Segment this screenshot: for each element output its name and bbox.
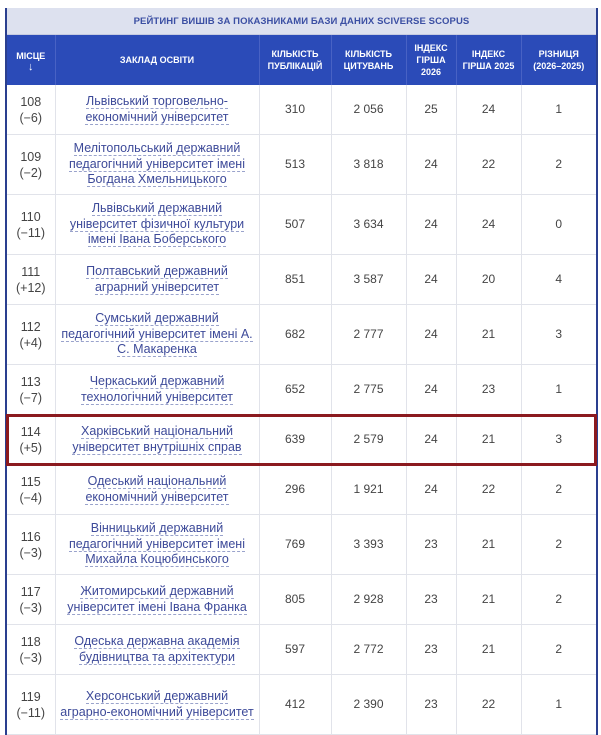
citations-cell: 2 579 <box>331 415 406 465</box>
table-row <box>7 465 596 515</box>
citations-cell: 2 772 <box>331 625 406 675</box>
table-row <box>7 675 596 735</box>
place-change: (−2) <box>19 165 43 180</box>
institution-cell <box>55 135 259 195</box>
header-citations[interactable]: КІЛЬКІСТЬ ЦИТУВАНЬ <box>331 35 406 85</box>
h-index-2025-cell: 20 <box>456 255 521 305</box>
institution-link[interactable]: Одеська державна академія будівництва та архітектури <box>74 634 240 664</box>
citations-cell: 3 393 <box>331 515 406 575</box>
place-change: (+5) <box>19 440 43 455</box>
place-cell <box>7 625 55 675</box>
institution-cell <box>55 675 259 735</box>
place-change: (−11) <box>16 225 46 240</box>
h-index-2026-cell: 25 <box>406 85 456 135</box>
h-index-2025-cell: 21 <box>456 305 521 365</box>
difference-cell: 2 <box>521 135 596 195</box>
place-change: (−3) <box>19 545 43 560</box>
place-change: (−3) <box>19 600 43 615</box>
difference-cell: 1 <box>521 675 596 735</box>
table-row <box>7 195 596 255</box>
place-change: (+12) <box>15 280 46 295</box>
institution-link[interactable]: Львівський торговельно-економічний університет <box>85 94 229 124</box>
table-row <box>7 85 596 135</box>
header-publications[interactable]: КІЛЬКІСТЬ ПУБЛІКАЦІЙ <box>259 35 331 85</box>
place-change: (−3) <box>19 650 43 665</box>
header-place[interactable] <box>7 35 55 85</box>
citations-cell: 3 818 <box>331 135 406 195</box>
place-number: 117 <box>20 584 41 599</box>
publications-cell: 507 <box>259 195 331 255</box>
place-number: 113 <box>20 374 41 389</box>
institution-link[interactable]: Сумський державний педагогічний університет імені А. С. Макаренка <box>61 311 253 357</box>
place-number: 115 <box>20 474 41 489</box>
difference-cell: 3 <box>521 305 596 365</box>
table-row-highlighted <box>7 415 596 465</box>
h-index-2026-cell: 24 <box>406 255 456 305</box>
institution-cell <box>55 465 259 515</box>
difference-cell: 1 <box>521 85 596 135</box>
institution-link[interactable]: Житомирський державний університет імені Івана Франка <box>67 584 247 614</box>
place-cell <box>7 415 55 465</box>
citations-cell: 2 777 <box>331 305 406 365</box>
h-index-2025-cell: 21 <box>456 575 521 625</box>
place-cell <box>7 255 55 305</box>
place-cell <box>7 515 55 575</box>
table-row <box>7 255 596 305</box>
header-h-index-2025[interactable]: ІНДЕКС ГІРША 2025 <box>456 35 521 85</box>
table-row <box>7 135 596 195</box>
publications-cell: 412 <box>259 675 331 735</box>
h-index-2026-cell: 24 <box>406 365 456 415</box>
ranking-table-container <box>5 8 598 735</box>
institution-cell <box>55 515 259 575</box>
institution-link[interactable]: Херсонський державний аграрно-економічний університет <box>60 689 254 719</box>
ranking-table <box>7 35 596 735</box>
difference-cell: 2 <box>521 515 596 575</box>
h-index-2026-cell: 24 <box>406 415 456 465</box>
place-cell <box>7 575 55 625</box>
place-number: 116 <box>20 529 41 544</box>
institution-cell <box>55 625 259 675</box>
place-cell <box>7 465 55 515</box>
h-index-2026-cell: 23 <box>406 625 456 675</box>
difference-cell: 2 <box>521 465 596 515</box>
publications-cell: 769 <box>259 515 331 575</box>
citations-cell: 3 587 <box>331 255 406 305</box>
h-index-2026-cell: 24 <box>406 195 456 255</box>
difference-cell: 2 <box>521 625 596 675</box>
citations-cell: 2 775 <box>331 365 406 415</box>
place-number: 118 <box>20 634 41 649</box>
place-cell <box>7 135 55 195</box>
institution-cell <box>55 195 259 255</box>
institution-cell <box>55 85 259 135</box>
place-change: (+4) <box>19 335 43 350</box>
publications-cell: 851 <box>259 255 331 305</box>
publications-cell: 597 <box>259 625 331 675</box>
citations-cell: 2 056 <box>331 85 406 135</box>
sort-down-arrow-icon[interactable]: ↓ <box>28 60 34 73</box>
publications-cell: 682 <box>259 305 331 365</box>
difference-cell: 1 <box>521 365 596 415</box>
place-number: 108 <box>20 94 42 109</box>
header-h-index-2026[interactable]: ІНДЕКС ГІРША 2026 <box>406 35 456 85</box>
publications-cell: 513 <box>259 135 331 195</box>
place-number: 119 <box>20 689 41 704</box>
publications-cell: 639 <box>259 415 331 465</box>
place-cell <box>7 85 55 135</box>
institution-link[interactable]: Харківський національний університет внутрішніх справ <box>72 424 242 454</box>
place-cell <box>7 365 55 415</box>
institution-cell <box>55 305 259 365</box>
h-index-2025-cell: 24 <box>456 195 521 255</box>
publications-cell: 652 <box>259 365 331 415</box>
h-index-2026-cell: 24 <box>406 135 456 195</box>
citations-cell: 2 390 <box>331 675 406 735</box>
h-index-2025-cell: 21 <box>456 625 521 675</box>
institution-link[interactable]: Черкаський державний технологічний університет <box>80 374 234 404</box>
difference-cell: 3 <box>521 415 596 465</box>
difference-cell: 0 <box>521 195 596 255</box>
h-index-2026-cell: 23 <box>406 515 456 575</box>
citations-cell: 1 921 <box>331 465 406 515</box>
table-row <box>7 575 596 625</box>
h-index-2025-cell: 23 <box>456 365 521 415</box>
place-cell <box>7 305 55 365</box>
institution-link[interactable]: Полтавський державний аграрний університет <box>86 264 228 294</box>
institution-cell <box>55 415 259 465</box>
h-index-2025-cell: 21 <box>456 415 521 465</box>
table-row <box>7 625 596 675</box>
institution-link[interactable]: Вінницький державний педагогічний університет імені Михайла Коцюбинського <box>68 521 245 567</box>
table-row <box>7 365 596 415</box>
citations-cell: 2 928 <box>331 575 406 625</box>
table-row <box>7 305 596 365</box>
publications-cell: 310 <box>259 85 331 135</box>
header-row <box>7 35 596 85</box>
place-number: 109 <box>20 149 42 164</box>
table-row <box>7 515 596 575</box>
publications-cell: 296 <box>259 465 331 515</box>
place-cell <box>7 675 55 735</box>
h-index-2025-cell: 22 <box>456 675 521 735</box>
publications-cell: 805 <box>259 575 331 625</box>
place-cell <box>7 195 55 255</box>
place-number: 111 <box>21 264 41 279</box>
place-number: 114 <box>20 424 41 439</box>
h-index-2025-cell: 24 <box>456 85 521 135</box>
institution-link[interactable]: Львівський державний університет фізичної культури імені Івана Боберського <box>69 201 245 247</box>
difference-cell: 2 <box>521 575 596 625</box>
institution-link[interactable]: Мелітопольський державний педагогічний університет імені Богдана Хмельницького <box>68 141 245 187</box>
header-difference[interactable]: РІЗНИЦЯ (2026–2025) <box>521 35 596 85</box>
institution-cell <box>55 255 259 305</box>
h-index-2026-cell: 23 <box>406 675 456 735</box>
institution-cell <box>55 365 259 415</box>
place-change: (−6) <box>19 110 43 125</box>
h-index-2025-cell: 21 <box>456 515 521 575</box>
institution-link[interactable]: Одеський національний економічний університет <box>85 474 229 504</box>
place-number: 112 <box>20 319 41 334</box>
header-institution[interactable]: ЗАКЛАД ОСВІТИ <box>55 35 259 85</box>
place-change: (−4) <box>19 490 43 505</box>
h-index-2026-cell: 24 <box>406 305 456 365</box>
difference-cell: 4 <box>521 255 596 305</box>
h-index-2025-cell: 22 <box>456 465 521 515</box>
header-place-label: МІСЦЕ <box>16 50 46 61</box>
table-title: РЕЙТИНГ ВИШІВ ЗА ПОКАЗНИКАМИ БАЗИ ДАНИХ SCIVERSE SCOPUS <box>7 8 596 35</box>
place-number: 110 <box>20 209 41 224</box>
h-index-2026-cell: 24 <box>406 465 456 515</box>
place-change: (−11) <box>16 705 46 720</box>
citations-cell: 3 634 <box>331 195 406 255</box>
institution-cell <box>55 575 259 625</box>
h-index-2025-cell: 22 <box>456 135 521 195</box>
h-index-2026-cell: 23 <box>406 575 456 625</box>
place-change: (−7) <box>19 390 43 405</box>
